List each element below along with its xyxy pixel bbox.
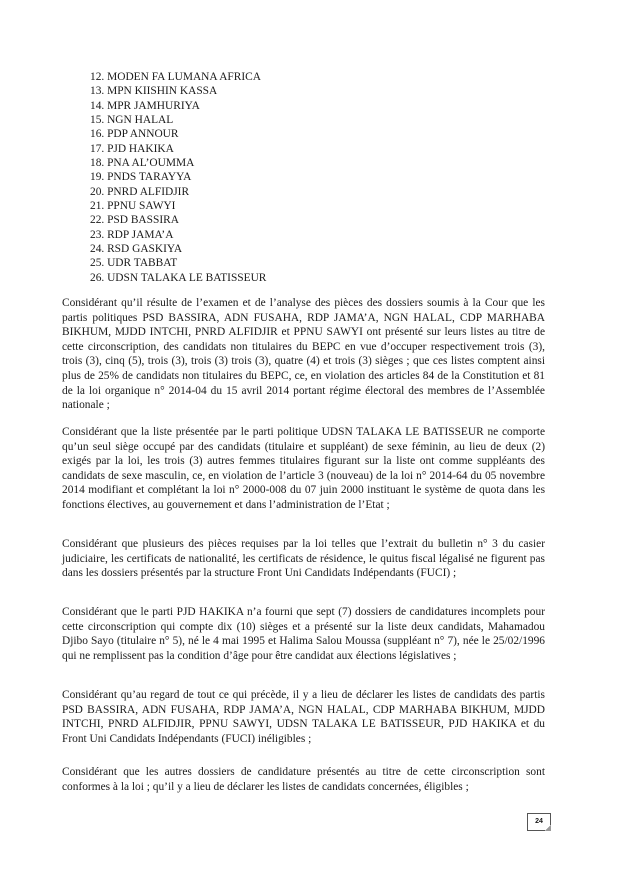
- list-item: 13. MPN KIISHIN KASSA: [90, 85, 218, 98]
- list-item: 16. PDP ANNOUR: [90, 128, 179, 141]
- list-item: 22. PSD BASSIRA: [90, 214, 179, 227]
- list-item: 23. RDP JAMA’A: [90, 228, 174, 241]
- list-item: 25. UDR TABBAT: [90, 257, 178, 270]
- list-item: 18. PNA AL’OUMMA: [90, 157, 195, 170]
- list-item: 12. MODEN FA LUMANA AFRICA: [90, 71, 261, 83]
- paragraph-quota-violation: Considérant que la liste présentée par le parti politique UDSN TALAKA LE BATISSEUR ne comporte qu’un seul siège occupé par des candidats (titulaire et suppléant) de sexe féminin, au lieu de deux (2) exigés par la loi, les trois (3) autres femmes titulaires figurant sur la liste ont comme suppléants des candidats de sexe masculin, ce, en violation de l’article 3 (nouveau) de la loi n° 2014-64 du 05 novembre 2014 modifiant et complétant la loi n° 2000-008 du 07 juin 2000 instituant le système de quota dans les fonctions électives, au gouvernement et dans l’administration de l’Etat ;: [62, 426, 545, 511]
- paragraph-ineligible-lists: Considérant qu’au regard de tout ce qui précède, il y a lieu de déclarer les listes de candidats des partis PSD BASSIRA, ADN FUSAHA, RDP JAMA’A, NGN HALAL, CDP MARHABA BIKHUM, MJDD INTCHI, PNRD ALFIDJIR, PPNU SAWYI, UDSN TALAKA LE BATISSEUR, PJD HAKIKA et du Front Uni Candidats Indépendants (FUCI) inéligibles ;: [62, 689, 545, 745]
- party-list: [90, 70, 266, 285]
- paragraph-eligible-lists: Considérant que les autres dossiers de candidature présentés au titre de cette circonscription sont conformes à la loi ; qu’il y a lieu de déclarer les listes de candidats concernées, éligibles ;: [62, 766, 545, 793]
- list-item: 14. MPR JAMHURIYA: [90, 99, 200, 112]
- list-item: 24. RSD GASKIYA: [90, 243, 183, 256]
- list-item: 26. UDSN TALAKA LE BATISSEUR: [90, 271, 267, 284]
- list-item: 15. NGN HALAL: [90, 114, 174, 127]
- list-item: 19. PNDS TARAYYA: [90, 171, 192, 184]
- paragraph-age-condition: Considérant que le parti PJD HAKIKA n’a fourni que sept (7) dossiers de candidatures incomplets pour cette circonscription qui compte dix (10) sièges et a présenté sur la liste deux candidats, Mahamadou Djibo Sayo (titulaire n° 5), né le 4 mai 1995 et Halima Salou Moussa (suppléant n° 7), née le 25/02/1996 qui ne remplissent pas la condition d’âge pour être candidat aux élections législatives ;: [62, 606, 545, 662]
- paragraph-missing-documents: Considérant que plusieurs des pièces requises par la loi telles que l’extrait du bulletin n° 3 du casier judiciaire, les certificats de nationalité, les certificats de résidence, le quitus fiscal légalisé ne figurent pas dans les dossiers présentés par la structure Front Uni Candidats Indépendants (FUCI) ;: [62, 538, 545, 580]
- paragraph-bepc-violation: Considérant qu’il résulte de l’examen et de l’analyse des pièces des dossiers soumis à la Cour que les partis politiques PSD BASSIRA, ADN FUSAHA, RDP JAMA’A, NGN HALAL, CDP MARHABA BIKHUM, MJDD INTCHI, PNRD ALFIDJIR et PPNU SAWYI ont présenté sur leurs listes au titre de cette circonscription, des candidats non titulaires du BEPC en vue d’occuper respectivement trois (3), trois (3), cinq (5), trois (3), trois (3) trois (3), quatre (4) et trois (3) sièges ; que ces listes comptent ainsi plus de 25% de candidats non titulaires du BEPC, ce, en violation des articles 84 de la Constitution et 81 de la loi organique n° 2014-04 du 15 avril 2014 portant régime électoral des membres de l’Assemblée nationale ;: [62, 297, 545, 412]
- list-item: 20. PNRD ALFIDJIR: [90, 185, 190, 198]
- page-number: 24: [527, 813, 551, 831]
- list-item: 21. PPNU SAWYI: [90, 200, 176, 213]
- list-item: 17. PJD HAKIKA: [90, 142, 174, 155]
